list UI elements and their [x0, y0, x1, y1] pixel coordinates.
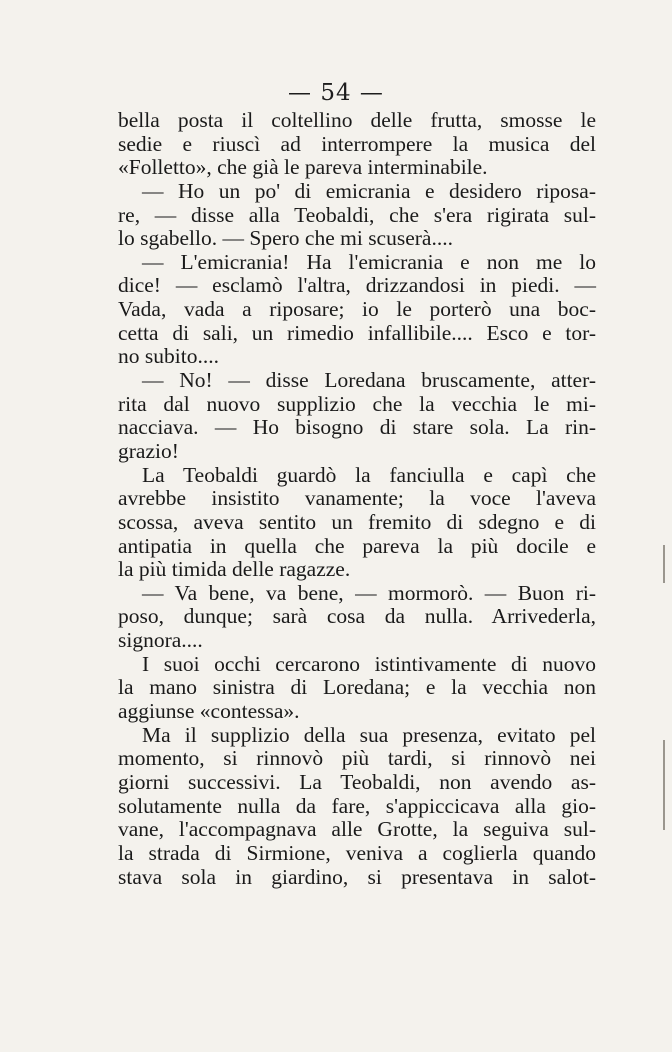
text-line: giorni successivi. La Teobaldi, non avendo as-	[118, 769, 596, 794]
text-line: La Teobaldi guardò la fanciulla e capì che	[142, 462, 596, 487]
page-edge-mark	[663, 740, 665, 830]
text-line: bella posta il coltellino delle frutta, smosse le	[118, 108, 596, 132]
text-line: dice! — esclamò l'altra, drizzandosi in piedi. —	[118, 273, 596, 298]
text-line: I suoi occhi cercarono istintivamente di nuovo	[142, 651, 596, 676]
text-line: lo sgabello. — Spero che mi scuserà....	[118, 226, 453, 251]
text-line: vane, l'accompagnava alle Grotte, la seguiva sul-	[118, 817, 596, 842]
text-line: nacciava. — Ho bisogno di stare sola. La rin-	[118, 415, 596, 440]
text-line: aggiunse «contessa».	[118, 699, 300, 724]
text-line: solutamente nulla da fare, s'appiccicava alla gio-	[118, 793, 596, 818]
text-line: cetta di sali, un rimedio infallibile.... Esco e tor-	[118, 320, 596, 345]
text-line: scossa, aveva sentito un fremito di sdegno e di	[118, 509, 596, 534]
text-line: «Folletto», che già le pareva interminabile.	[118, 155, 488, 180]
text-line: la più timida delle ragazze.	[118, 557, 351, 582]
text-line: — Va bene, va bene, — mormorò. — Buon ri-	[142, 580, 596, 605]
text-line: momento, si rinnovò più tardi, si rinnovò nei	[118, 746, 596, 771]
text-line: grazio!	[118, 438, 179, 463]
body-text	[118, 109, 596, 889]
text-line: poso, dunque; sarà cosa da nulla. Arrivederla,	[118, 604, 596, 629]
text-line: antipatia in quella che pareva la più docile e	[118, 533, 596, 558]
text-line: — Ho un po' di emicrania e desidero riposa-	[142, 178, 596, 203]
text-line: la strada di Sirmione, veniva a coglierla quando	[118, 840, 596, 865]
text-line: — No! — disse Loredana bruscamente, atter-	[142, 368, 596, 393]
text-line: Vada, vada a riposare; io le porterò una boc-	[118, 297, 596, 322]
text-line: no subito....	[118, 344, 219, 369]
text-line: signora....	[118, 628, 203, 653]
page-edge-mark	[663, 545, 665, 583]
text-line: Ma il supplizio della sua presenza, evitato pel	[142, 722, 596, 747]
text-line: — L'emicrania! Ha l'emicrania e non me lo	[142, 249, 596, 274]
text-line: sedie e riuscì ad interrompere la musica del	[118, 131, 596, 156]
text-line: la mano sinistra di Loredana; e la vecchia non	[118, 675, 596, 700]
text-line: avrebbe insistito vanamente; la voce l'aveva	[118, 486, 596, 511]
page-number: — 54 —	[288, 80, 384, 106]
text-line: re, — disse alla Teobaldi, che s'era rigirata sul-	[118, 202, 596, 227]
text-line: stava sola in giardino, si presentava in salot-	[118, 864, 596, 889]
text-line: rita dal nuovo supplizio che la vecchia le mi-	[118, 391, 596, 416]
